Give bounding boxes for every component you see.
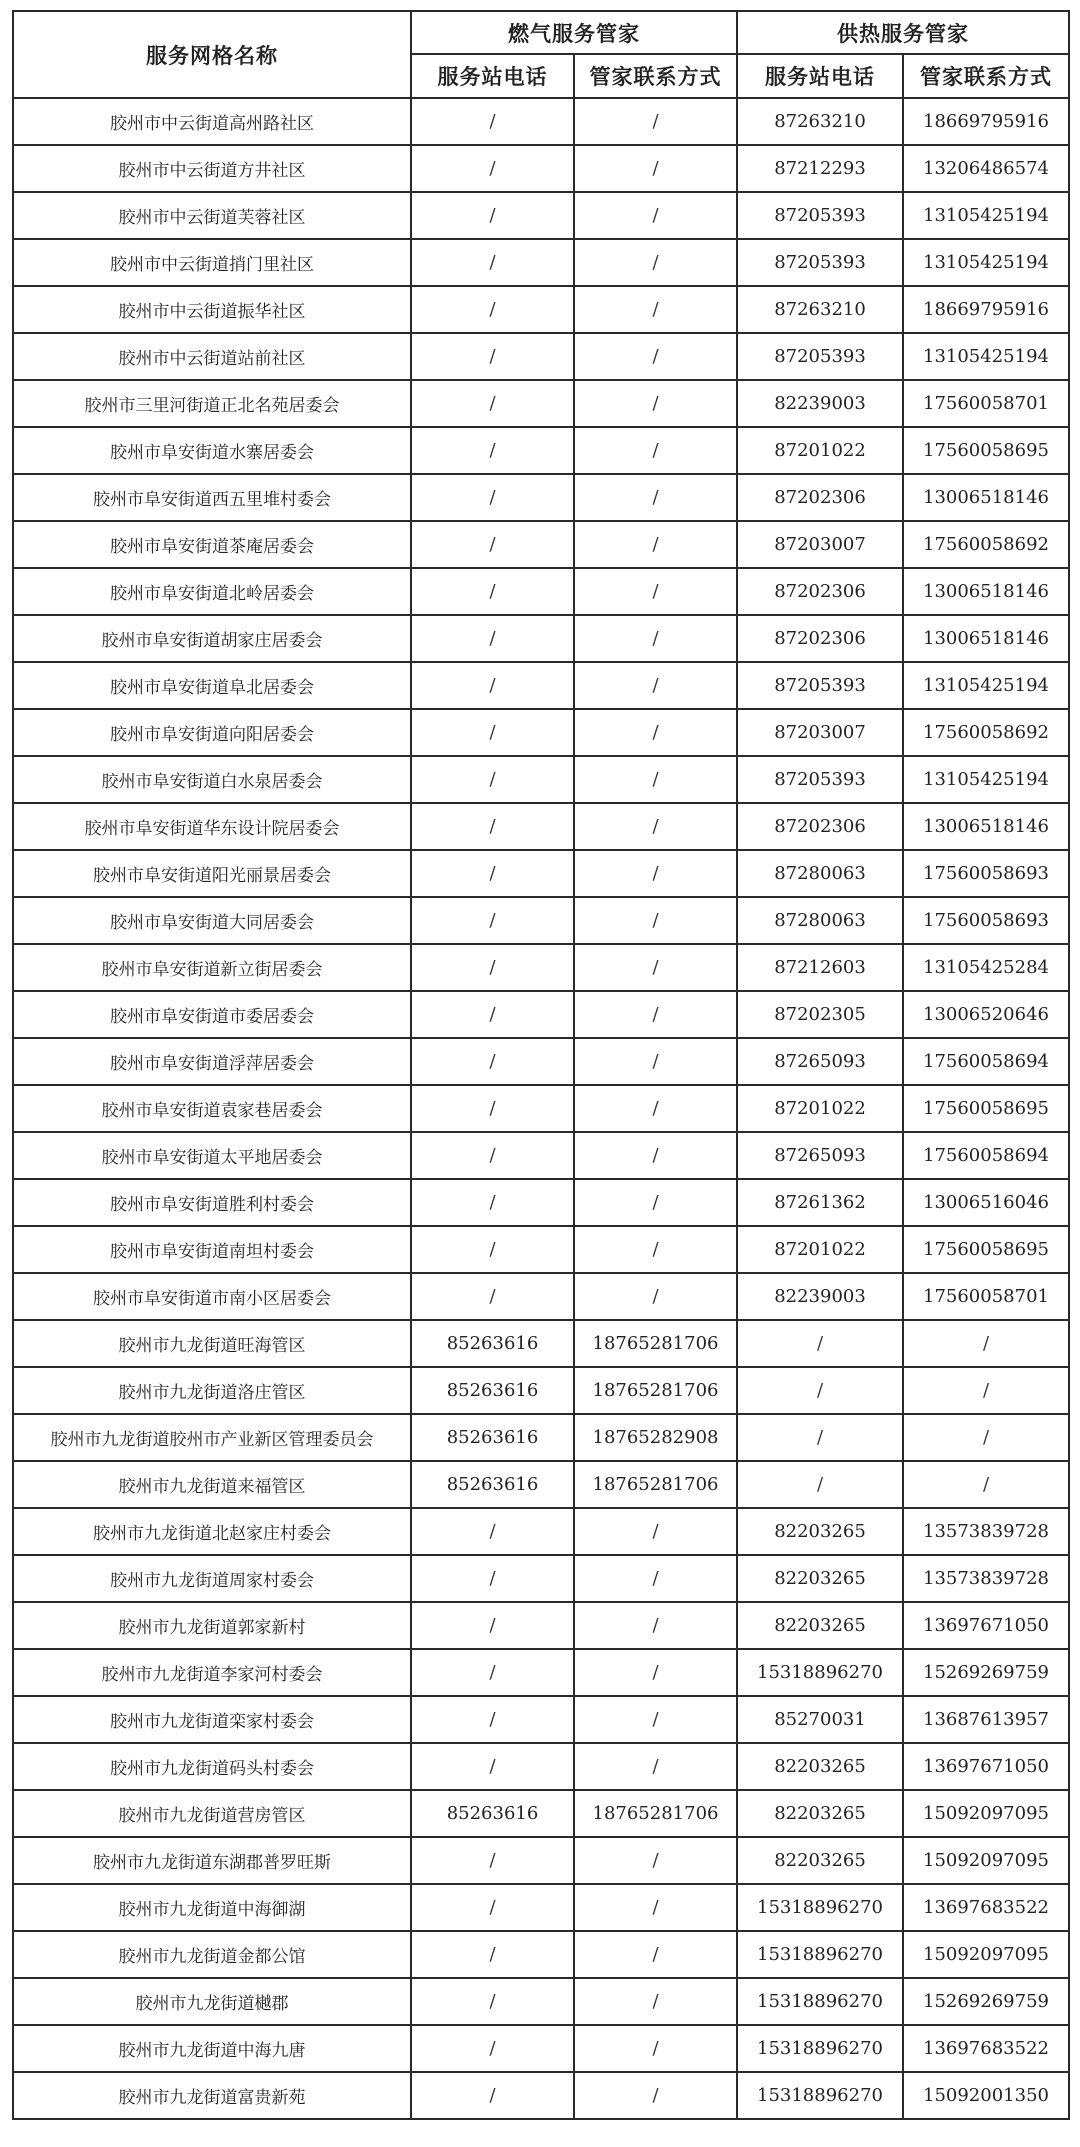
heat-station-phone-cell: 82203265 — [737, 1602, 903, 1649]
heat-station-phone-cell: 85270031 — [737, 1696, 903, 1743]
table-row — [13, 1085, 1069, 1132]
gas-station-phone-cell: / — [411, 98, 574, 145]
heat-station-phone-cell: 87205393 — [737, 239, 903, 286]
gas-station-phone-cell: / — [411, 1038, 574, 1085]
gas-station-phone-cell: / — [411, 1743, 574, 1790]
grid-name-cell: 胶州市阜安街道袁家巷居委会 — [13, 1085, 411, 1132]
heat-manager-contact-cell: / — [903, 1367, 1069, 1414]
grid-name-cell: 胶州市九龙街道北赵家庄村委会 — [13, 1508, 411, 1555]
table-row — [13, 2072, 1069, 2119]
heat-manager-contact-cell: 17560058695 — [903, 1085, 1069, 1132]
table-row — [13, 427, 1069, 474]
heat-station-phone-cell: 82203265 — [737, 1555, 903, 1602]
heat-manager-contact-cell: 13697683522 — [903, 1884, 1069, 1931]
table-body — [13, 98, 1069, 2119]
grid-name-cell: 胶州市阜安街道胡家庄居委会 — [13, 615, 411, 662]
gas-manager-contact-cell: 18765282908 — [574, 1414, 737, 1461]
table-row — [13, 1649, 1069, 1696]
heat-station-phone-cell: 82203265 — [737, 1508, 903, 1555]
gas-manager-contact-cell: / — [574, 1696, 737, 1743]
heat-station-phone-cell: 82203265 — [737, 1790, 903, 1837]
gas-manager-contact-cell: / — [574, 380, 737, 427]
heat-station-phone-cell: 15318896270 — [737, 2025, 903, 2072]
gas-manager-contact-cell: / — [574, 2025, 737, 2072]
heat-station-phone-cell: / — [737, 1367, 903, 1414]
heat-manager-contact-cell: 13105425194 — [903, 756, 1069, 803]
grid-name-cell: 胶州市三里河街道正北名苑居委会 — [13, 380, 411, 427]
gas-manager-contact-cell: / — [574, 333, 737, 380]
gas-station-phone-cell: / — [411, 2072, 574, 2119]
grid-name-cell: 胶州市阜安街道市委居委会 — [13, 991, 411, 1038]
gas-manager-contact-cell: / — [574, 615, 737, 662]
gas-manager-contact-cell: / — [574, 1884, 737, 1931]
header-grid-name: 服务网格名称 — [13, 11, 411, 98]
gas-station-phone-cell: / — [411, 333, 574, 380]
gas-manager-contact-cell: / — [574, 662, 737, 709]
table-row — [13, 286, 1069, 333]
grid-name-cell: 胶州市中云街道芙蓉社区 — [13, 192, 411, 239]
heat-station-phone-cell: 87265093 — [737, 1038, 903, 1085]
table-row — [13, 192, 1069, 239]
heat-manager-contact-cell: 13697671050 — [903, 1602, 1069, 1649]
heat-manager-contact-cell: 13573839728 — [903, 1508, 1069, 1555]
gas-station-phone-cell: / — [411, 615, 574, 662]
grid-name-cell: 胶州市中云街道方井社区 — [13, 145, 411, 192]
table-row — [13, 1179, 1069, 1226]
gas-station-phone-cell: / — [411, 897, 574, 944]
gas-manager-contact-cell: / — [574, 1649, 737, 1696]
gas-manager-contact-cell: / — [574, 944, 737, 991]
gas-station-phone-cell: / — [411, 1696, 574, 1743]
gas-station-phone-cell: / — [411, 427, 574, 474]
table-row — [13, 1931, 1069, 1978]
gas-manager-contact-cell: / — [574, 1038, 737, 1085]
heat-station-phone-cell: 82203265 — [737, 1837, 903, 1884]
grid-name-cell: 胶州市阜安街道北岭居委会 — [13, 568, 411, 615]
grid-name-cell: 胶州市阜安街道市南小区居委会 — [13, 1273, 411, 1320]
grid-name-cell: 胶州市九龙街道营房管区 — [13, 1790, 411, 1837]
gas-station-phone-cell: / — [411, 1837, 574, 1884]
table-row — [13, 1414, 1069, 1461]
gas-manager-contact-cell: / — [574, 145, 737, 192]
heat-station-phone-cell: 87203007 — [737, 521, 903, 568]
heat-station-phone-cell: 87203007 — [737, 709, 903, 756]
header-heat-group: 供热服务管家 — [737, 11, 1069, 54]
heat-manager-contact-cell: 17560058694 — [903, 1132, 1069, 1179]
heat-manager-contact-cell: 17560058693 — [903, 897, 1069, 944]
gas-station-phone-cell: / — [411, 803, 574, 850]
table-row — [13, 1320, 1069, 1367]
gas-manager-contact-cell: / — [574, 239, 737, 286]
gas-station-phone-cell: / — [411, 1085, 574, 1132]
table-row — [13, 944, 1069, 991]
heat-manager-contact-cell: 13006518146 — [903, 568, 1069, 615]
header-gas-station-phone: 服务站电话 — [411, 54, 574, 98]
heat-manager-contact-cell: 13105425194 — [903, 192, 1069, 239]
gas-manager-contact-cell: / — [574, 1931, 737, 1978]
table-row — [13, 1273, 1069, 1320]
grid-name-cell: 胶州市阜安街道南坦村委会 — [13, 1226, 411, 1273]
service-manager-table — [12, 10, 1070, 2120]
heat-station-phone-cell: 82239003 — [737, 1273, 903, 1320]
heat-station-phone-cell: 87202306 — [737, 615, 903, 662]
heat-manager-contact-cell: 13206486574 — [903, 145, 1069, 192]
table-row — [13, 1743, 1069, 1790]
grid-name-cell: 胶州市九龙街道富贵新苑 — [13, 2072, 411, 2119]
heat-manager-contact-cell: 15269269759 — [903, 1649, 1069, 1696]
heat-station-phone-cell: 87201022 — [737, 1226, 903, 1273]
gas-station-phone-cell: / — [411, 1978, 574, 2025]
header-heat-manager-contact: 管家联系方式 — [903, 54, 1069, 98]
grid-name-cell: 胶州市九龙街道码头村委会 — [13, 1743, 411, 1790]
gas-station-phone-cell: / — [411, 944, 574, 991]
table-row — [13, 333, 1069, 380]
gas-manager-contact-cell: / — [574, 192, 737, 239]
header-row-groups — [13, 11, 1069, 54]
heat-manager-contact-cell: 13006518146 — [903, 474, 1069, 521]
grid-name-cell: 胶州市九龙街道郭家新村 — [13, 1602, 411, 1649]
grid-name-cell: 胶州市九龙街道栾家村委会 — [13, 1696, 411, 1743]
heat-station-phone-cell: 15318896270 — [737, 1884, 903, 1931]
header-gas-group: 燃气服务管家 — [411, 11, 737, 54]
gas-manager-contact-cell: / — [574, 803, 737, 850]
gas-station-phone-cell: / — [411, 239, 574, 286]
gas-station-phone-cell: / — [411, 380, 574, 427]
heat-station-phone-cell: 15318896270 — [737, 1931, 903, 1978]
heat-station-phone-cell: 87205393 — [737, 192, 903, 239]
gas-station-phone-cell: / — [411, 1508, 574, 1555]
gas-manager-contact-cell: / — [574, 521, 737, 568]
grid-name-cell: 胶州市九龙街道东湖郡普罗旺斯 — [13, 1837, 411, 1884]
heat-station-phone-cell: 87263210 — [737, 98, 903, 145]
table-row — [13, 1555, 1069, 1602]
gas-manager-contact-cell: / — [574, 756, 737, 803]
heat-station-phone-cell: 82203265 — [737, 1743, 903, 1790]
header-heat-station-phone: 服务站电话 — [737, 54, 903, 98]
gas-station-phone-cell: 85263616 — [411, 1367, 574, 1414]
heat-manager-contact-cell: 13105425194 — [903, 333, 1069, 380]
gas-manager-contact-cell: / — [574, 1179, 737, 1226]
service-table-container — [12, 10, 1068, 2120]
gas-manager-contact-cell: / — [574, 1132, 737, 1179]
heat-station-phone-cell: 15318896270 — [737, 2072, 903, 2119]
grid-name-cell: 胶州市中云街道捎门里社区 — [13, 239, 411, 286]
table-row — [13, 1696, 1069, 1743]
heat-station-phone-cell: / — [737, 1320, 903, 1367]
table-row — [13, 568, 1069, 615]
gas-station-phone-cell: 85263616 — [411, 1414, 574, 1461]
gas-station-phone-cell: / — [411, 1226, 574, 1273]
heat-station-phone-cell: 82239003 — [737, 380, 903, 427]
grid-name-cell: 胶州市阜安街道向阳居委会 — [13, 709, 411, 756]
heat-manager-contact-cell: 13006516046 — [903, 1179, 1069, 1226]
gas-manager-contact-cell: / — [574, 286, 737, 333]
grid-name-cell: 胶州市九龙街道周家村委会 — [13, 1555, 411, 1602]
table-row — [13, 1367, 1069, 1414]
heat-manager-contact-cell: 13573839728 — [903, 1555, 1069, 1602]
gas-manager-contact-cell: / — [574, 709, 737, 756]
table-row — [13, 239, 1069, 286]
gas-station-phone-cell: / — [411, 1555, 574, 1602]
gas-manager-contact-cell: / — [574, 897, 737, 944]
heat-manager-contact-cell: 17560058695 — [903, 427, 1069, 474]
gas-station-phone-cell: / — [411, 709, 574, 756]
grid-name-cell: 胶州市阜安街道浮萍居委会 — [13, 1038, 411, 1085]
grid-name-cell: 胶州市中云街道振华社区 — [13, 286, 411, 333]
table-row — [13, 2025, 1069, 2072]
gas-station-phone-cell: / — [411, 991, 574, 1038]
gas-manager-contact-cell: / — [574, 568, 737, 615]
gas-manager-contact-cell: / — [574, 1743, 737, 1790]
gas-manager-contact-cell: / — [574, 1837, 737, 1884]
heat-station-phone-cell: 87263210 — [737, 286, 903, 333]
gas-manager-contact-cell: 18765281706 — [574, 1320, 737, 1367]
heat-manager-contact-cell: 13105425194 — [903, 239, 1069, 286]
gas-manager-contact-cell: 18765281706 — [574, 1790, 737, 1837]
heat-manager-contact-cell: 17560058692 — [903, 521, 1069, 568]
gas-station-phone-cell: / — [411, 568, 574, 615]
heat-station-phone-cell: 87202306 — [737, 803, 903, 850]
heat-manager-contact-cell: 18669795916 — [903, 98, 1069, 145]
grid-name-cell: 胶州市阜安街道大同居委会 — [13, 897, 411, 944]
gas-manager-contact-cell: / — [574, 1226, 737, 1273]
heat-station-phone-cell: 87212293 — [737, 145, 903, 192]
table-row — [13, 1837, 1069, 1884]
heat-manager-contact-cell: / — [903, 1461, 1069, 1508]
gas-station-phone-cell: / — [411, 2025, 574, 2072]
heat-manager-contact-cell: 17560058701 — [903, 1273, 1069, 1320]
heat-station-phone-cell: 15318896270 — [737, 1649, 903, 1696]
grid-name-cell: 胶州市九龙街道胶州市产业新区管理委员会 — [13, 1414, 411, 1461]
heat-station-phone-cell: 87202306 — [737, 568, 903, 615]
grid-name-cell: 胶州市阜安街道水寨居委会 — [13, 427, 411, 474]
gas-station-phone-cell: / — [411, 1931, 574, 1978]
gas-station-phone-cell: 85263616 — [411, 1320, 574, 1367]
table-row — [13, 615, 1069, 662]
gas-station-phone-cell: / — [411, 521, 574, 568]
heat-manager-contact-cell: 15092097095 — [903, 1790, 1069, 1837]
table-row — [13, 1461, 1069, 1508]
heat-manager-contact-cell: 15269269759 — [903, 1978, 1069, 2025]
heat-station-phone-cell: 87265093 — [737, 1132, 903, 1179]
heat-manager-contact-cell: 15092097095 — [903, 1837, 1069, 1884]
heat-manager-contact-cell: 13687613957 — [903, 1696, 1069, 1743]
gas-manager-contact-cell: / — [574, 1978, 737, 2025]
table-row — [13, 521, 1069, 568]
grid-name-cell: 胶州市九龙街道李家河村委会 — [13, 1649, 411, 1696]
heat-manager-contact-cell: 13105425284 — [903, 944, 1069, 991]
header-gas-manager-contact: 管家联系方式 — [574, 54, 737, 98]
heat-manager-contact-cell: 17560058694 — [903, 1038, 1069, 1085]
heat-manager-contact-cell: 13006520646 — [903, 991, 1069, 1038]
gas-manager-contact-cell: / — [574, 1273, 737, 1320]
heat-manager-contact-cell: 18669795916 — [903, 286, 1069, 333]
gas-manager-contact-cell: 18765281706 — [574, 1367, 737, 1414]
table-row — [13, 850, 1069, 897]
heat-station-phone-cell: 87280063 — [737, 897, 903, 944]
gas-manager-contact-cell: / — [574, 2072, 737, 2119]
grid-name-cell: 胶州市阜安街道阳光丽景居委会 — [13, 850, 411, 897]
heat-manager-contact-cell: 17560058692 — [903, 709, 1069, 756]
gas-station-phone-cell: / — [411, 286, 574, 333]
gas-station-phone-cell: / — [411, 1602, 574, 1649]
heat-manager-contact-cell: 13006518146 — [903, 803, 1069, 850]
grid-name-cell: 胶州市中云街道高州路社区 — [13, 98, 411, 145]
heat-manager-contact-cell: / — [903, 1414, 1069, 1461]
heat-station-phone-cell: 87205393 — [737, 662, 903, 709]
heat-manager-contact-cell: 17560058695 — [903, 1226, 1069, 1273]
gas-station-phone-cell: / — [411, 145, 574, 192]
table-row — [13, 1508, 1069, 1555]
table-header — [13, 11, 1069, 98]
heat-manager-contact-cell: 13006518146 — [903, 615, 1069, 662]
heat-manager-contact-cell: 13697683522 — [903, 2025, 1069, 2072]
heat-station-phone-cell: 87205393 — [737, 756, 903, 803]
heat-station-phone-cell: 87261362 — [737, 1179, 903, 1226]
gas-manager-contact-cell: / — [574, 98, 737, 145]
grid-name-cell: 胶州市九龙街道洛庄管区 — [13, 1367, 411, 1414]
gas-manager-contact-cell: / — [574, 1602, 737, 1649]
heat-manager-contact-cell: 13105425194 — [903, 662, 1069, 709]
heat-manager-contact-cell: 15092001350 — [903, 2072, 1069, 2119]
grid-name-cell: 胶州市阜安街道西五里堆村委会 — [13, 474, 411, 521]
gas-station-phone-cell: 85263616 — [411, 1461, 574, 1508]
grid-name-cell: 胶州市九龙街道中海御湖 — [13, 1884, 411, 1931]
gas-station-phone-cell: / — [411, 192, 574, 239]
gas-manager-contact-cell: / — [574, 991, 737, 1038]
heat-station-phone-cell: 87205393 — [737, 333, 903, 380]
heat-station-phone-cell: 87280063 — [737, 850, 903, 897]
table-row — [13, 145, 1069, 192]
heat-manager-contact-cell: / — [903, 1320, 1069, 1367]
heat-station-phone-cell: / — [737, 1414, 903, 1461]
gas-manager-contact-cell: / — [574, 427, 737, 474]
table-row — [13, 662, 1069, 709]
heat-manager-contact-cell: 17560058701 — [903, 380, 1069, 427]
heat-station-phone-cell: 87212603 — [737, 944, 903, 991]
gas-station-phone-cell: / — [411, 1273, 574, 1320]
table-row — [13, 1884, 1069, 1931]
gas-manager-contact-cell: / — [574, 850, 737, 897]
gas-station-phone-cell: / — [411, 1884, 574, 1931]
grid-name-cell: 胶州市阜安街道阜北居委会 — [13, 662, 411, 709]
heat-station-phone-cell: 87201022 — [737, 427, 903, 474]
grid-name-cell: 胶州市阜安街道太平地居委会 — [13, 1132, 411, 1179]
gas-station-phone-cell: / — [411, 662, 574, 709]
heat-station-phone-cell: 87201022 — [737, 1085, 903, 1132]
gas-station-phone-cell: / — [411, 1132, 574, 1179]
gas-station-phone-cell: / — [411, 850, 574, 897]
grid-name-cell: 胶州市阜安街道胜利村委会 — [13, 1179, 411, 1226]
table-row — [13, 1132, 1069, 1179]
table-row — [13, 1602, 1069, 1649]
heat-station-phone-cell: 87202305 — [737, 991, 903, 1038]
table-row — [13, 1978, 1069, 2025]
table-row — [13, 1038, 1069, 1085]
table-row — [13, 756, 1069, 803]
gas-manager-contact-cell: / — [574, 1508, 737, 1555]
heat-manager-contact-cell: 17560058693 — [903, 850, 1069, 897]
table-row — [13, 803, 1069, 850]
grid-name-cell: 胶州市阜安街道白水泉居委会 — [13, 756, 411, 803]
grid-name-cell: 胶州市中云街道站前社区 — [13, 333, 411, 380]
gas-station-phone-cell: / — [411, 474, 574, 521]
table-row — [13, 98, 1069, 145]
gas-manager-contact-cell: / — [574, 1085, 737, 1132]
gas-station-phone-cell: / — [411, 756, 574, 803]
grid-name-cell: 胶州市阜安街道新立街居委会 — [13, 944, 411, 991]
gas-station-phone-cell: 85263616 — [411, 1790, 574, 1837]
table-row — [13, 709, 1069, 756]
table-row — [13, 1790, 1069, 1837]
table-row — [13, 1226, 1069, 1273]
grid-name-cell: 胶州市九龙街道樾郡 — [13, 1978, 411, 2025]
table-row — [13, 897, 1069, 944]
gas-manager-contact-cell: 18765281706 — [574, 1461, 737, 1508]
table-row — [13, 474, 1069, 521]
grid-name-cell: 胶州市阜安街道茶庵居委会 — [13, 521, 411, 568]
heat-manager-contact-cell: 15092097095 — [903, 1931, 1069, 1978]
heat-manager-contact-cell: 13697671050 — [903, 1743, 1069, 1790]
gas-station-phone-cell: / — [411, 1179, 574, 1226]
table-row — [13, 380, 1069, 427]
heat-station-phone-cell: / — [737, 1461, 903, 1508]
gas-station-phone-cell: / — [411, 1649, 574, 1696]
grid-name-cell: 胶州市九龙街道金都公馆 — [13, 1931, 411, 1978]
grid-name-cell: 胶州市阜安街道华东设计院居委会 — [13, 803, 411, 850]
heat-station-phone-cell: 15318896270 — [737, 1978, 903, 2025]
grid-name-cell: 胶州市九龙街道中海九唐 — [13, 2025, 411, 2072]
grid-name-cell: 胶州市九龙街道来福管区 — [13, 1461, 411, 1508]
gas-manager-contact-cell: / — [574, 1555, 737, 1602]
table-row — [13, 991, 1069, 1038]
grid-name-cell: 胶州市九龙街道旺海管区 — [13, 1320, 411, 1367]
heat-station-phone-cell: 87202306 — [737, 474, 903, 521]
gas-manager-contact-cell: / — [574, 474, 737, 521]
